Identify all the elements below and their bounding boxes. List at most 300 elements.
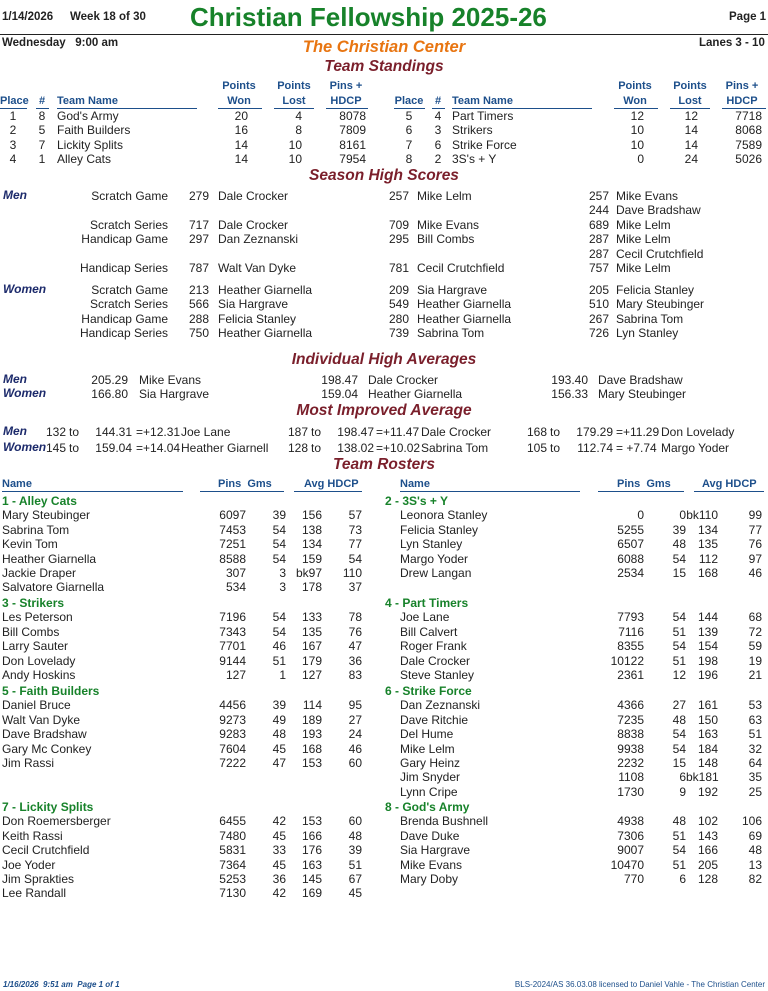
standing-number: 1 xyxy=(38,152,46,167)
roster-games: 15 xyxy=(672,756,686,770)
roster-pins: 0 xyxy=(637,508,644,523)
roster-average: 176 xyxy=(301,843,322,858)
roster-handicap: 51 xyxy=(748,727,762,742)
season-score: 781 xyxy=(388,261,409,275)
roster-average: 192 xyxy=(697,784,718,799)
roster-player-name: Don Lovelady xyxy=(2,653,76,668)
roster-pins: 7701 xyxy=(219,639,246,654)
roster-player-name: Jim Sprakties xyxy=(2,872,75,886)
season-bowler-name: Heather Giarnella xyxy=(417,297,512,312)
roster-player-name: Dan Zeznanski xyxy=(400,698,481,713)
report-date: 1/14/2026 xyxy=(2,11,54,23)
season-bowler-name: Felicia Stanley xyxy=(218,311,297,326)
roster-player-name: Drew Langan xyxy=(400,566,472,580)
roster-average: 128 xyxy=(697,872,718,886)
improved-to-label: to xyxy=(311,425,322,439)
league-title: Christian Fellowship 2025-26 xyxy=(190,2,547,32)
roster-games: 45 xyxy=(272,857,286,872)
col-won-1: Points xyxy=(618,80,652,92)
roster-handicap: 60 xyxy=(348,756,362,770)
high-average-value: 156.33 xyxy=(551,387,588,401)
roster-average: 102 xyxy=(697,814,718,829)
season-bowler-name: Sia Hargrave xyxy=(218,297,289,312)
standing-number: 5 xyxy=(38,123,46,138)
roster-pins: 7196 xyxy=(219,610,246,625)
season-score: 288 xyxy=(188,311,209,326)
roster-handicap: 13 xyxy=(748,857,762,872)
roster-handicap: 77 xyxy=(748,522,762,537)
roster-average: 163 xyxy=(301,857,322,872)
standing-pins-hdcp: 8078 xyxy=(339,109,366,123)
improved-to: 198.47 xyxy=(337,425,374,439)
roster-player-name: Mary Doby xyxy=(400,872,459,886)
roster-pins: 6088 xyxy=(617,551,644,566)
roster-average: 167 xyxy=(301,639,322,654)
roster-games: 36 xyxy=(272,872,286,886)
roster-games: 47 xyxy=(272,756,286,770)
roster-player-name: Joe Lane xyxy=(400,610,450,625)
roster-team-title: 8 - God's Army xyxy=(385,800,470,814)
roster-games: 9 xyxy=(679,784,686,799)
roster-average: 148 xyxy=(697,756,718,770)
season-bowler-name: Heather Giarnella xyxy=(218,326,313,341)
roster-games: 39 xyxy=(672,522,686,537)
roster-average: 198 xyxy=(697,653,718,668)
roster-player-name: Sia Hargrave xyxy=(400,843,471,858)
roster-average: 143 xyxy=(697,828,718,843)
roster-handicap: 59 xyxy=(748,639,762,654)
men-label: Men xyxy=(3,188,27,202)
roster-pins: 9144 xyxy=(219,653,246,668)
season-score: 267 xyxy=(588,311,609,326)
high-average-value: 198.47 xyxy=(321,373,358,387)
improved-gain: = +7.74 xyxy=(616,441,657,455)
season-score: 257 xyxy=(388,189,409,203)
roster-games: 54 xyxy=(272,610,286,625)
improved-to: 112.74 xyxy=(577,441,613,455)
season-score: 757 xyxy=(588,261,609,275)
roster-player-name: Roger Frank xyxy=(400,639,467,654)
col-place: Place xyxy=(0,95,29,107)
roster-games: 54 xyxy=(272,537,286,552)
rosters-title: Team Rosters xyxy=(333,456,435,473)
roster-games: 48 xyxy=(272,727,286,742)
improved-title: Most Improved Average xyxy=(296,402,472,419)
roster-pins: 7306 xyxy=(617,828,644,843)
roster-handicap: 48 xyxy=(348,828,362,843)
roster-player-name: Lyn Stanley xyxy=(400,537,463,552)
season-score: 549 xyxy=(388,297,409,312)
roster-team-title: 5 - Faith Builders xyxy=(2,684,100,698)
roster-handicap: 106 xyxy=(741,814,762,829)
season-category: Handicap Series xyxy=(79,326,168,341)
standing-place: 2 xyxy=(9,123,17,138)
roster-player-name: Leonora Stanley xyxy=(400,508,488,523)
roster-player-name: Margo Yoder xyxy=(400,551,469,566)
roster-handicap: 76 xyxy=(348,624,362,639)
roster-pins: 4456 xyxy=(219,698,246,713)
season-bowler-name: Dan Zeznanski xyxy=(218,232,299,247)
roster-player-name: Kevin Tom xyxy=(2,537,58,552)
season-category: Handicap Game xyxy=(81,232,168,247)
roster-games: 1 xyxy=(279,668,286,682)
roster-player-name: Jim Snyder xyxy=(400,770,461,785)
standing-team-name: Strikers xyxy=(452,123,493,138)
standing-points-won: 10 xyxy=(630,137,644,152)
roster-games: 54 xyxy=(672,610,686,625)
roster-player-name: Brenda Bushnell xyxy=(400,814,489,829)
col-num: # xyxy=(38,95,46,107)
roster-pins: 2232 xyxy=(617,756,644,770)
roster-handicap: 45 xyxy=(348,886,362,901)
season-score: 287 xyxy=(588,232,609,247)
roster-average: 144 xyxy=(697,610,718,625)
improved-from: 145 xyxy=(45,441,66,455)
improved-to: 179.29 xyxy=(576,425,613,439)
roster-average: 112 xyxy=(698,551,718,566)
roster-games: 39 xyxy=(272,698,286,713)
standing-pins-hdcp: 7589 xyxy=(735,137,762,152)
roster-average: 159 xyxy=(301,551,322,566)
roster-average: 138 xyxy=(301,522,322,537)
day-time: Wednesday 9:00 am xyxy=(2,37,119,49)
roster-average: 153 xyxy=(301,756,322,770)
season-category: Handicap Series xyxy=(79,261,168,275)
roster-handicap: 21 xyxy=(748,668,762,682)
week-label: Week 18 of 30 xyxy=(70,11,146,23)
season-bowler-name: Bill Combs xyxy=(417,232,475,247)
standing-pins-hdcp: 7954 xyxy=(339,152,366,167)
roster-pins: 8838 xyxy=(617,727,644,742)
roster-pins: 7364 xyxy=(219,857,246,872)
roster-player-name: Jim Rassi xyxy=(2,756,55,770)
season-score: 717 xyxy=(188,217,209,232)
roster-handicap: 72 xyxy=(748,624,762,639)
men-label: Men xyxy=(3,424,27,438)
standing-points-lost: 12 xyxy=(684,109,698,123)
roster-games: 3 xyxy=(279,566,286,580)
roster-player-name: Steve Stanley xyxy=(400,668,475,682)
roster-handicap: 35 xyxy=(748,770,762,785)
col-team: Team Name xyxy=(452,95,513,107)
standing-place: 3 xyxy=(9,137,17,152)
roster-games: 51 xyxy=(672,653,686,668)
roster-games: 39 xyxy=(272,508,286,523)
col-name: Name xyxy=(400,478,430,490)
standing-team-name: 3S's + Y xyxy=(452,152,497,167)
col-won-2: Won xyxy=(623,95,647,107)
roster-pins: 307 xyxy=(225,566,246,580)
roster-pins: 1730 xyxy=(617,784,644,799)
improved-gain: =+12.31 xyxy=(136,425,181,439)
roster-team-title: 7 - Lickity Splits xyxy=(2,800,94,814)
roster-player-name: Salvatore Giarnella xyxy=(2,580,105,595)
roster-player-name: Dave Bradshaw xyxy=(2,727,87,742)
roster-average: 127 xyxy=(301,668,322,682)
roster-player-name: Sabrina Tom xyxy=(2,522,70,537)
standing-points-lost: 14 xyxy=(684,123,698,138)
roster-average: bk181 xyxy=(686,770,719,785)
roster-pins: 6097 xyxy=(219,508,246,523)
roster-player-name: Keith Rassi xyxy=(2,828,63,843)
roster-average: 139 xyxy=(697,624,718,639)
standing-place: 6 xyxy=(405,123,413,138)
col-name: Name xyxy=(2,478,32,490)
roster-average: 145 xyxy=(301,872,322,886)
roster-games: 54 xyxy=(672,741,686,756)
roster-average: 205 xyxy=(697,857,718,872)
standing-points-lost: 8 xyxy=(295,123,302,138)
col-avg-hdcp: Avg HDCP xyxy=(702,478,757,490)
roster-games: 45 xyxy=(272,828,286,843)
improved-bowler: Margo Yoder xyxy=(661,441,730,455)
standing-number: 8 xyxy=(38,109,46,123)
season-bowler-name: Cecil Crutchfield xyxy=(417,261,505,275)
roster-player-name: Dave Ritchie xyxy=(400,712,469,727)
improved-bowler: Sabrina Tom xyxy=(421,441,489,455)
improved-to-label: to xyxy=(69,425,80,439)
roster-player-name: Andy Hoskins xyxy=(2,668,76,682)
roster-handicap: 27 xyxy=(348,712,362,727)
roster-pins: 2361 xyxy=(617,668,644,682)
improved-to-label: to xyxy=(69,441,80,455)
roster-average: 193 xyxy=(301,727,322,742)
roster-pins: 7235 xyxy=(617,712,644,727)
season-bowler-name: Mike Lelm xyxy=(616,217,671,232)
standing-points-lost: 24 xyxy=(684,152,698,167)
roster-pins: 7130 xyxy=(219,886,246,901)
roster-games: 51 xyxy=(672,624,686,639)
roster-pins: 8588 xyxy=(219,551,246,566)
season-bowler-name: Cecil Crutchfield xyxy=(616,246,704,261)
roster-games: 6 xyxy=(679,770,686,785)
improved-gain: =+14.04 xyxy=(136,441,181,455)
standing-number: 6 xyxy=(434,137,442,152)
standing-pins-hdcp: 7809 xyxy=(339,123,366,138)
standing-points-lost: 10 xyxy=(288,137,302,152)
roster-pins: 1108 xyxy=(618,770,644,785)
col-num: # xyxy=(434,95,442,107)
col-lost-2: Lost xyxy=(678,95,702,107)
season-bowler-name: Dale Crocker xyxy=(218,189,289,203)
standing-number: 7 xyxy=(38,137,46,152)
roster-handicap: 82 xyxy=(748,872,762,886)
roster-player-name: Bill Combs xyxy=(2,624,60,639)
roster-player-name: Walt Van Dyke xyxy=(2,712,81,727)
roster-games: 54 xyxy=(272,551,286,566)
standing-pins-hdcp: 7718 xyxy=(735,109,762,123)
col-won-1: Points xyxy=(222,80,256,92)
standing-points-won: 0 xyxy=(637,152,644,167)
improved-from: 132 xyxy=(45,425,66,439)
season-category: Handicap Game xyxy=(81,311,168,326)
season-score: 287 xyxy=(588,246,609,261)
season-score: 726 xyxy=(588,326,609,341)
high-average-bowler: Heather Giarnella xyxy=(368,387,463,401)
roster-player-name: Mike Lelm xyxy=(400,741,455,756)
roster-player-name: Dale Crocker xyxy=(400,653,471,668)
roster-handicap: 78 xyxy=(348,610,362,625)
col-pins-1: Pins + xyxy=(725,80,759,92)
season-score: 213 xyxy=(188,283,209,297)
col-pins-2: HDCP xyxy=(330,95,362,107)
license-text: BLS-2024/AS 36.03.08 licensed to Daniel Vahle - The Christian Center xyxy=(514,980,765,989)
roster-average: 133 xyxy=(301,610,322,625)
col-lost-1: Points xyxy=(277,80,311,92)
roster-pins: 4938 xyxy=(617,814,644,829)
print-stamp: 1/16/2026 9:51 am Page 1 of 1 xyxy=(3,980,120,989)
roster-handicap: 99 xyxy=(748,508,762,523)
roster-handicap: 97 xyxy=(748,551,762,566)
roster-handicap: 54 xyxy=(348,551,362,566)
roster-player-name: Joe Yoder xyxy=(2,857,56,872)
roster-player-name: Jackie Draper xyxy=(2,566,77,580)
roster-handicap: 83 xyxy=(348,668,362,682)
improved-to-label: to xyxy=(550,425,561,439)
roster-player-name: Don Roemersberger xyxy=(2,814,111,829)
roster-average: 168 xyxy=(697,566,718,580)
standing-points-won: 16 xyxy=(234,123,248,138)
roster-player-name: Mike Evans xyxy=(400,857,463,872)
page-label: Page 1 xyxy=(729,11,767,23)
roster-average: 135 xyxy=(697,537,718,552)
roster-games: 51 xyxy=(672,828,686,843)
roster-average: bk97 xyxy=(295,566,322,580)
season-bowler-name: Sabrina Tom xyxy=(616,311,684,326)
roster-pins: 9938 xyxy=(617,741,644,756)
high-average-bowler: Mary Steubinger xyxy=(598,387,687,401)
roster-average: 179 xyxy=(301,653,322,668)
roster-pins: 7222 xyxy=(219,756,246,770)
season-score: 787 xyxy=(188,261,209,275)
roster-average: 150 xyxy=(697,712,718,727)
standing-points-lost: 14 xyxy=(684,137,698,152)
col-lost-1: Points xyxy=(673,80,707,92)
roster-handicap: 60 xyxy=(348,814,362,829)
roster-handicap: 67 xyxy=(348,872,362,886)
season-bowler-name: Felicia Stanley xyxy=(616,283,695,297)
roster-pins: 9273 xyxy=(219,712,246,727)
standing-place: 5 xyxy=(405,109,413,123)
roster-average: 184 xyxy=(697,741,718,756)
roster-games: 42 xyxy=(272,886,286,901)
col-place: Place xyxy=(394,95,424,107)
standing-team-name: Strike Force xyxy=(452,137,517,152)
col-lost-2: Lost xyxy=(282,95,306,107)
roster-games: 54 xyxy=(272,624,286,639)
roster-handicap: 53 xyxy=(748,698,762,713)
roster-handicap: 68 xyxy=(748,610,762,625)
standing-pins-hdcp: 8068 xyxy=(735,123,762,138)
high-average-bowler: Sia Hargrave xyxy=(139,387,210,401)
season-category: Scratch Series xyxy=(89,217,168,232)
improved-to: 138.02 xyxy=(337,441,374,455)
roster-games: 48 xyxy=(672,712,686,727)
standing-place: 4 xyxy=(9,152,17,167)
season-category: Scratch Game xyxy=(91,283,168,297)
roster-handicap: 46 xyxy=(748,566,762,580)
roster-player-name: Les Peterson xyxy=(2,610,73,625)
improved-gain: =+10.02 xyxy=(376,441,421,455)
standing-points-won: 10 xyxy=(630,123,644,138)
roster-games: 15 xyxy=(672,566,686,580)
roster-games: 45 xyxy=(272,741,286,756)
standing-pins-hdcp: 8161 xyxy=(339,137,366,152)
roster-handicap: 51 xyxy=(348,857,362,872)
improved-to-label: to xyxy=(550,441,561,455)
season-score: 510 xyxy=(588,297,609,312)
roster-games: 0 xyxy=(679,508,686,523)
season-bowler-name: Sia Hargrave xyxy=(417,283,488,297)
season-score: 244 xyxy=(588,203,609,218)
standing-pins-hdcp: 5026 xyxy=(735,152,762,167)
roster-games: 51 xyxy=(672,857,686,872)
standing-points-lost: 10 xyxy=(288,152,302,167)
roster-average: 153 xyxy=(301,814,322,829)
roster-handicap: 76 xyxy=(748,537,762,552)
roster-pins: 7480 xyxy=(219,828,246,843)
roster-games: 48 xyxy=(672,537,686,552)
women-label: Women xyxy=(3,440,47,454)
standing-number: 2 xyxy=(434,152,442,167)
season-score: 257 xyxy=(588,189,609,203)
roster-average: 189 xyxy=(301,712,322,727)
standing-number: 3 xyxy=(434,123,442,138)
roster-games: 42 xyxy=(272,814,286,829)
roster-average: 166 xyxy=(697,843,718,858)
season-bowler-name: Lyn Stanley xyxy=(616,326,679,341)
roster-handicap: 110 xyxy=(342,566,362,580)
roster-pins: 770 xyxy=(623,872,644,886)
season-score: 750 xyxy=(188,326,209,341)
roster-pins: 7793 xyxy=(617,610,644,625)
roster-pins: 7343 xyxy=(219,624,246,639)
roster-handicap: 48 xyxy=(748,843,762,858)
roster-games: 6 xyxy=(679,872,686,886)
roster-average: 168 xyxy=(301,741,322,756)
roster-average: 166 xyxy=(301,828,322,843)
roster-player-name: Del Hume xyxy=(400,727,454,742)
season-score: 566 xyxy=(188,297,209,312)
roster-games: 54 xyxy=(272,522,286,537)
roster-team-title: 4 - Part Timers xyxy=(385,596,469,610)
roster-average: 196 xyxy=(697,668,718,682)
roster-average: 163 xyxy=(697,727,718,742)
season-score: 279 xyxy=(188,189,209,203)
season-bowler-name: Mary Steubinger xyxy=(616,297,705,312)
roster-player-name: Bill Calvert xyxy=(400,624,458,639)
season-score: 205 xyxy=(588,283,609,297)
season-bowler-name: Mike Lelm xyxy=(417,189,472,203)
col-pins-2: HDCP xyxy=(726,95,758,107)
roster-games: 33 xyxy=(272,843,286,858)
roster-team-title: 2 - 3S's + Y xyxy=(385,494,449,508)
roster-games: 46 xyxy=(272,639,286,654)
roster-average: 135 xyxy=(301,624,322,639)
roster-handicap: 25 xyxy=(748,784,762,799)
roster-handicap: 19 xyxy=(748,653,762,668)
roster-games: 27 xyxy=(672,698,686,713)
lanes-label: Lanes 3 - 10 xyxy=(699,37,765,49)
women-label: Women xyxy=(3,282,47,296)
roster-average: bk110 xyxy=(686,508,718,523)
roster-average: 169 xyxy=(301,886,322,901)
season-score: 280 xyxy=(388,311,409,326)
center-name: The Christian Center xyxy=(302,38,466,56)
roster-pins: 10470 xyxy=(610,857,644,872)
roster-games: 51 xyxy=(272,653,286,668)
high-avg-title: Individual High Averages xyxy=(291,351,477,368)
